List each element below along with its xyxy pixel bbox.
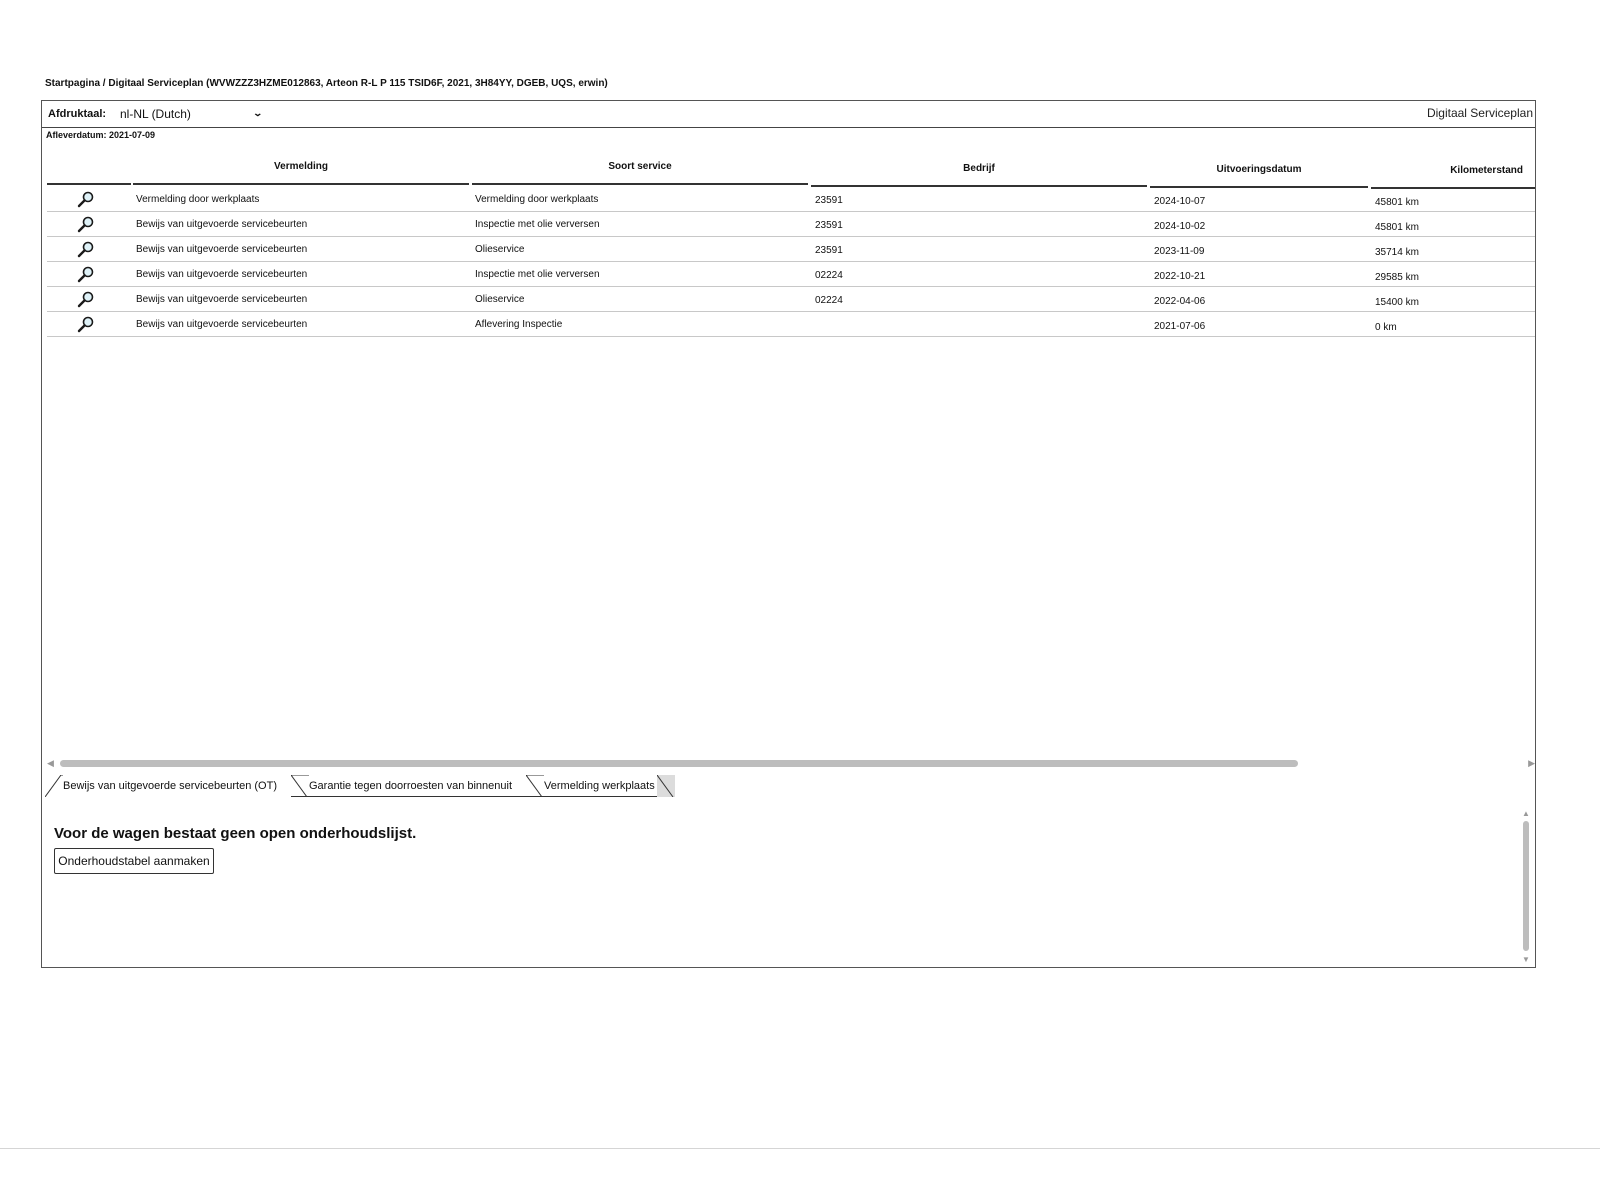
header-uitvoeringsdatum[interactable]: Uitvoeringsdatum [1150,152,1368,188]
cell-kilometerstand: 45801 km [1375,222,1419,233]
scroll-right-icon[interactable]: ▶ [1528,758,1535,768]
cell-bedrijf: 02224 [815,270,843,281]
tab-edge [657,775,675,797]
cell-vermelding: Vermelding door werkplaats [136,194,260,205]
header-action-column [47,149,131,185]
scroll-down-icon[interactable]: ▼ [1522,955,1530,964]
no-open-list-message: Voor de wagen bestaat geen open onderhoudslijst. [54,825,417,842]
table-row[interactable] [47,212,1535,237]
tab-bewijs-servicebeurten[interactable] [45,775,291,797]
cell-vermelding: Bewijs van uitgevoerde servicebeurten [136,244,308,255]
cell-vermelding: Bewijs van uitgevoerde servicebeurten [136,219,308,230]
magnifier-icon[interactable] [77,316,95,333]
cell-uitvoeringsdatum: 2023-11-09 [1154,246,1205,257]
create-maintenance-table-button[interactable]: Onderhoudstabel aanmaken [54,848,214,874]
magnifier-icon[interactable] [77,266,95,283]
cell-soort-service: Vermelding door werkplaats [475,194,599,205]
magnifier-icon[interactable] [77,191,95,208]
table-row[interactable] [47,187,1535,212]
table-row[interactable] [47,287,1535,312]
cell-soort-service: Inspectie met olie verversen [475,269,600,280]
tab-edge [526,775,544,797]
cell-kilometerstand: 35714 km [1375,247,1419,258]
tab-garantie-doorroesten[interactable] [291,775,526,797]
cell-uitvoeringsdatum: 2022-04-06 [1154,296,1206,307]
print-language-select[interactable] [116,103,266,124]
chevron-down-icon: ⌄ [252,108,264,118]
scrollbar-thumb[interactable] [1523,821,1529,951]
table-row[interactable] [47,312,1535,337]
cell-soort-service: Olieservice [475,294,525,305]
header-vermelding[interactable]: Vermelding [133,149,469,185]
table-body [47,187,1535,337]
cell-vermelding: Bewijs van uitgevoerde servicebeurten [136,319,308,330]
vertical-scrollbar[interactable] [1521,809,1531,964]
service-history-table [47,149,1535,749]
tab-edge [45,775,63,797]
table-row[interactable] [47,262,1535,287]
cell-uitvoeringsdatum: 2022-10-21 [1154,271,1206,282]
maintenance-panel [47,801,1522,961]
header-kilometerstand[interactable]: Kilometerstand [1371,153,1535,189]
cell-kilometerstand: 29585 km [1375,272,1419,283]
tab-vermelding-werkplaats[interactable] [526,775,675,797]
cell-soort-service: Inspectie met olie verversen [475,219,600,230]
cell-bedrijf: 23591 [815,245,843,256]
tab-label: Garantie tegen doorroesten van binnenuit [308,779,513,792]
header-soort-service[interactable]: Soort service [472,149,808,185]
tab-edge [291,775,309,797]
cell-bedrijf: 23591 [815,195,843,206]
print-language-label: Afdruktaal: [48,108,107,120]
table-header [47,149,1535,187]
scroll-up-icon[interactable]: ▲ [1522,809,1530,818]
table-row[interactable] [47,237,1535,262]
delivery-date: Afleverdatum: 2021-07-09 [46,130,156,140]
tab-label: Bewijs van uitgevoerde servicebeurten (OT) [63,779,277,792]
cell-kilometerstand: 0 km [1375,322,1397,333]
cell-vermelding: Bewijs van uitgevoerde servicebeurten [136,294,308,305]
app-title: Digitaal Serviceplan [1426,106,1533,120]
magnifier-icon[interactable] [77,216,95,233]
cell-soort-service: Aflevering Inspectie [475,319,563,330]
cell-uitvoeringsdatum: 2021-07-06 [1154,321,1206,332]
scroll-left-icon[interactable]: ◀ [47,758,54,768]
magnifier-icon[interactable] [77,291,95,308]
cell-bedrijf: 02224 [815,295,843,306]
print-language-value: nl-NL (Dutch) [120,106,191,121]
cell-soort-service: Olieservice [475,244,525,255]
service-plan-panel [41,100,1536,968]
cell-bedrijf: 23591 [815,220,843,231]
breadcrumb: Startpagina / Digitaal Serviceplan (WVWZZZ3HZME012863, Arteon R-L P 115 TSID6F, 2021, 3H84YY, DGEB, UQS, erwin) [45,78,608,89]
cell-kilometerstand: 15400 km [1375,297,1419,308]
tab-bar [45,773,675,797]
cell-vermelding: Bewijs van uitgevoerde servicebeurten [136,269,308,280]
magnifier-icon[interactable] [77,241,95,258]
tab-label: Vermelding werkplaats [544,779,655,792]
cell-uitvoeringsdatum: 2024-10-07 [1154,196,1206,207]
page-divider [0,1148,1600,1149]
cell-kilometerstand: 45801 km [1375,197,1419,208]
scrollbar-thumb[interactable] [60,760,1298,767]
horizontal-scrollbar[interactable] [47,758,1535,770]
toolbar [42,101,1535,128]
cell-uitvoeringsdatum: 2024-10-02 [1154,221,1206,232]
header-bedrijf[interactable]: Bedrijf [811,151,1147,187]
